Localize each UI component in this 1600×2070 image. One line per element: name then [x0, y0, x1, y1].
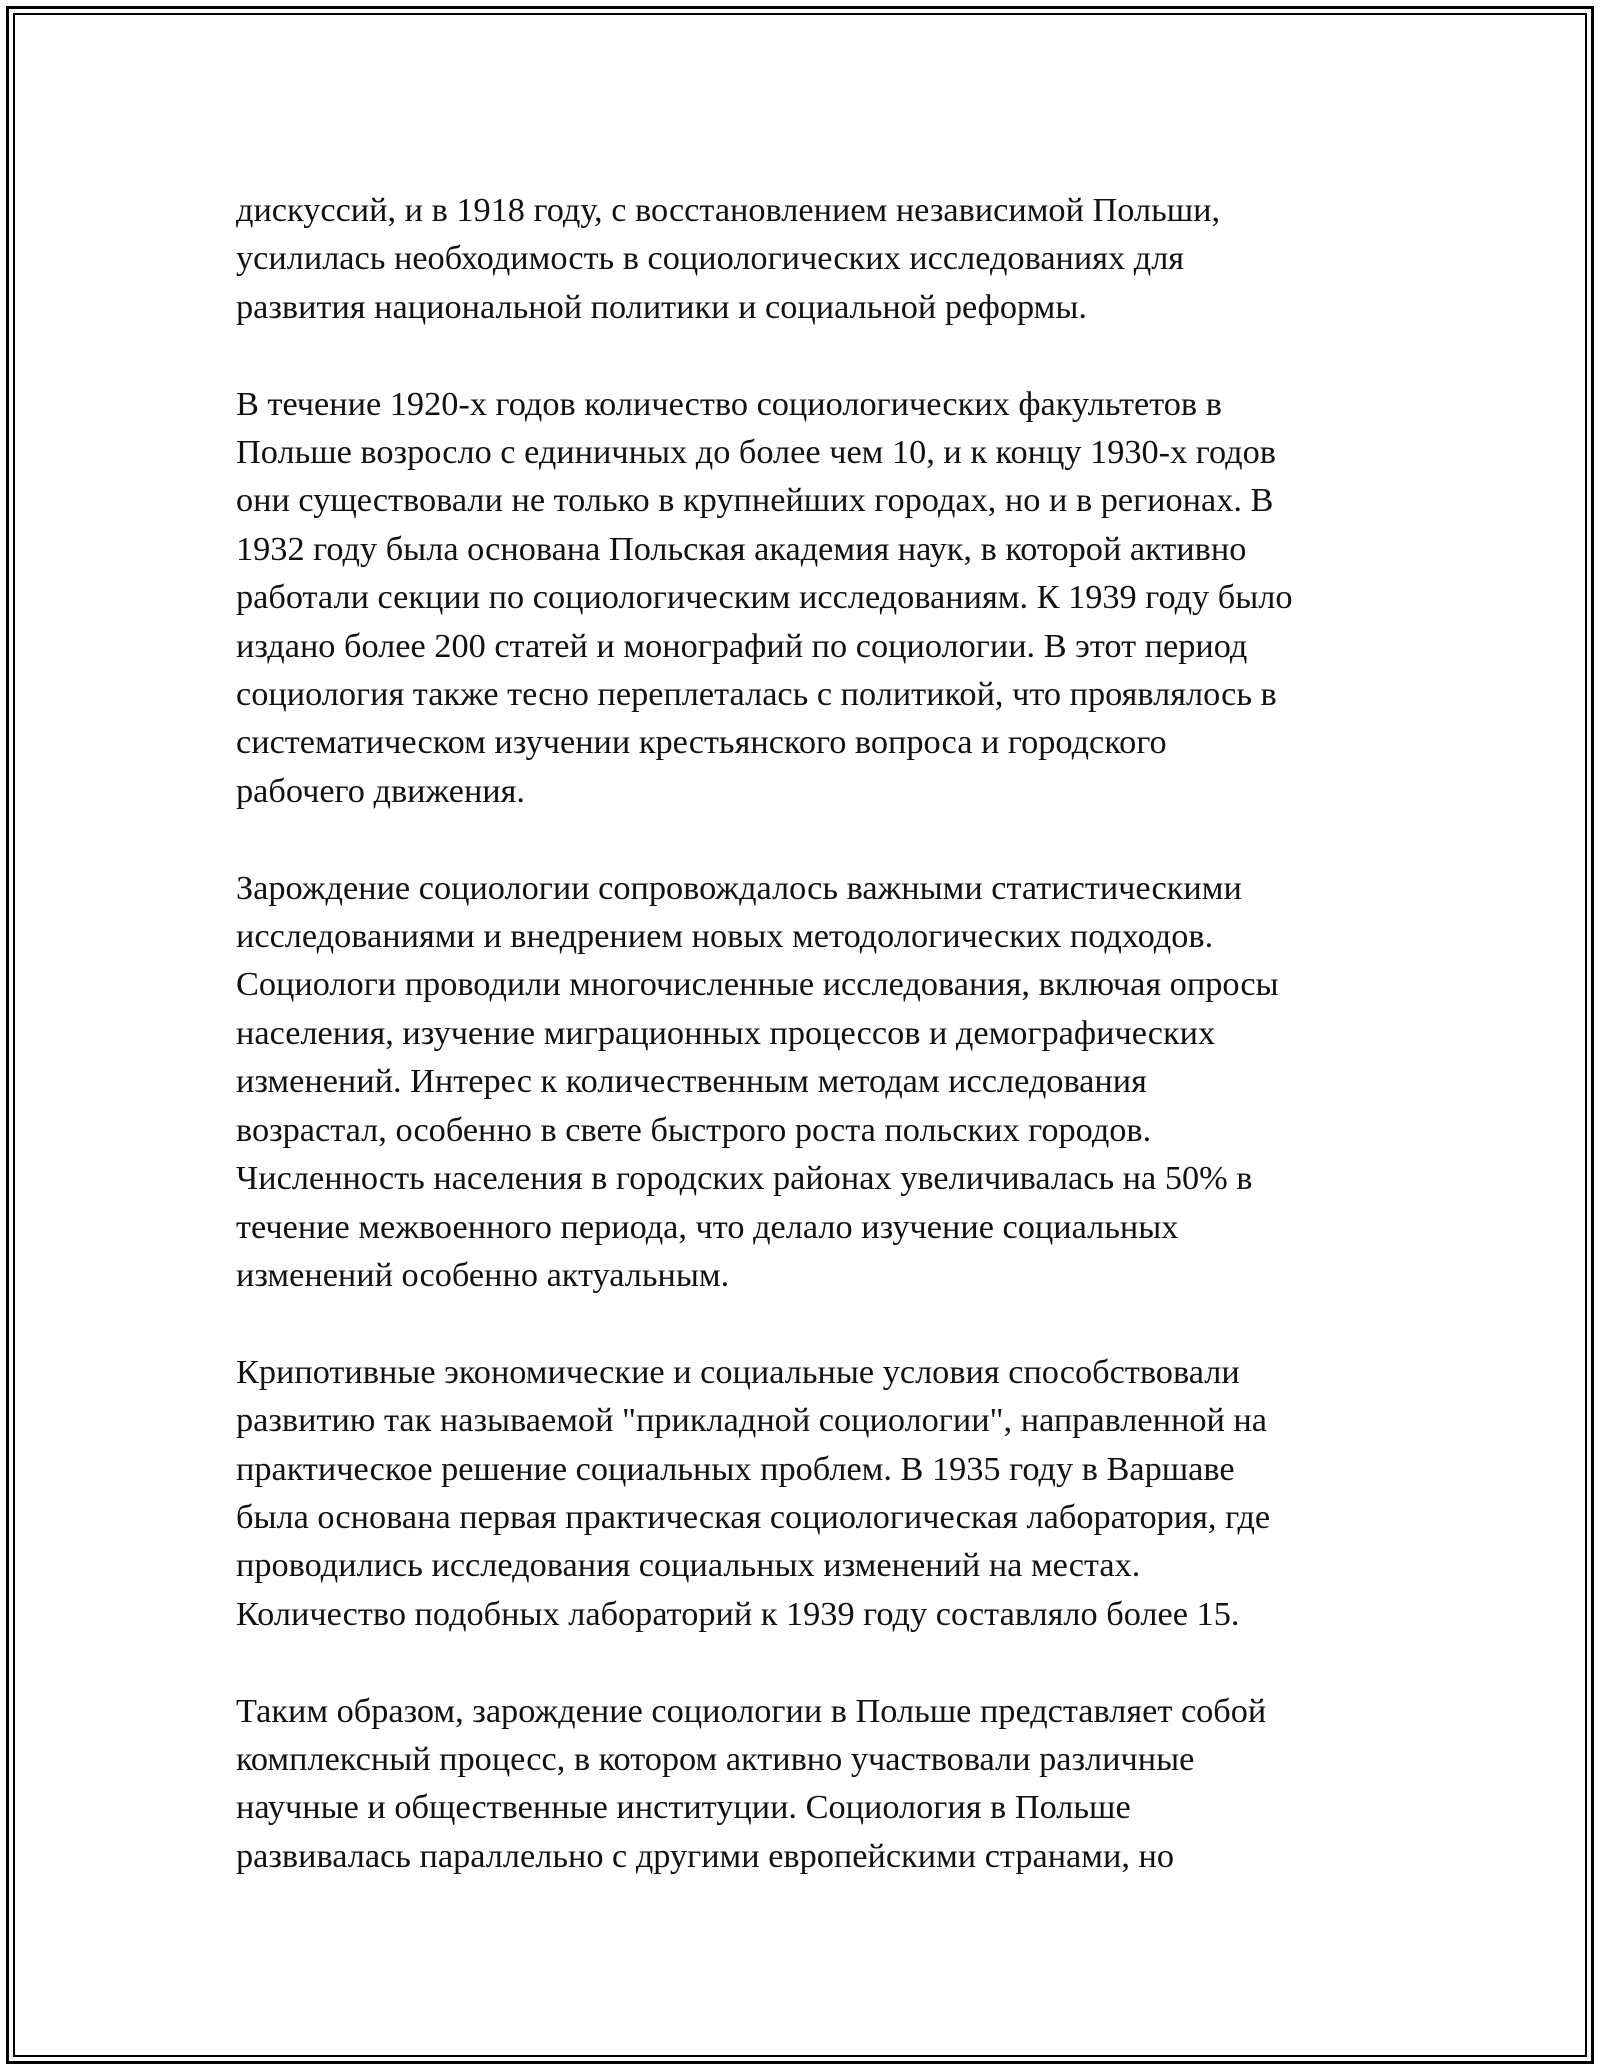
text-line: социология также тесно переплеталась с политикой, что проявлялось в — [236, 675, 1277, 714]
text-line: практическое решение социальных проблем. В 1935 году в Варшаве — [236, 1449, 1235, 1488]
text-line: 1932 году была основана Польская академия наук, в которой активно — [236, 529, 1247, 568]
text-line: работали секции по социологическим исследованиям. К 1939 году было — [236, 578, 1293, 617]
text-line: Количество подобных лабораторий к 1939 году составляло более 15. — [236, 1594, 1240, 1633]
document-body — [236, 186, 1416, 1929]
text-line: Польше возросло с единичных до более чем 10, и к концу 1930-х годов — [236, 433, 1276, 472]
text-line: усилилась необходимость в социологических исследованиях для — [236, 239, 1185, 278]
paragraph — [236, 1348, 1416, 1638]
text-line: они существовали не только в крупнейших городах, но и в регионах. В — [236, 481, 1274, 520]
text-line: рабочего движения. — [236, 771, 526, 810]
text-line: Социологи проводили многочисленные исследования, включая опросы — [236, 965, 1279, 1004]
text-line: изменений особенно актуальным. — [236, 1255, 730, 1294]
text-line: проводились исследования социальных изменений на местах. — [236, 1546, 1141, 1585]
text-line: развивалась параллельно с другими европейскими странами, но — [236, 1836, 1174, 1875]
text-line: изменений. Интерес к количественным методам исследования — [236, 1062, 1147, 1101]
text-line: исследованиями и внедрением новых методологических подходов. — [236, 917, 1214, 956]
text-line: развитию так называемой "прикладной социологии", направленной на — [236, 1401, 1267, 1440]
text-line: систематическом изучении крестьянского вопроса и городского — [236, 723, 1167, 762]
paragraph — [236, 186, 1416, 331]
text-line: В течение 1920-х годов количество социологических факультетов в — [236, 384, 1222, 423]
text-line: была основана первая практическая социологическая лаборатория, где — [236, 1497, 1271, 1536]
text-line: Численность населения в городских районах увеличивалась на 50% в — [236, 1159, 1253, 1198]
text-line: течение межвоенного периода, что делало изучение социальных — [236, 1207, 1179, 1246]
text-line: возрастал, особенно в свете быстрого роста польских городов. — [236, 1110, 1152, 1149]
text-line: Таким образом, зарождение социологии в Польше представляет собой — [236, 1691, 1267, 1730]
paragraph — [236, 864, 1416, 1300]
text-line: издано более 200 статей и монографий по социологии. В этот период — [236, 626, 1248, 665]
text-line: Зарождение социологии сопровождалось важными статистическими — [236, 868, 1242, 907]
text-line: населения, изучение миграционных процессов и демографических — [236, 1013, 1216, 1052]
text-line: научные и общественные институции. Социология в Польше — [236, 1788, 1131, 1827]
paragraph — [236, 380, 1416, 816]
paragraph — [236, 1687, 1416, 1881]
text-line: развития национальной политики и социальной реформы. — [236, 287, 1087, 326]
text-line: дискуссий, и в 1918 году, с восстановлением независимой Польши, — [236, 191, 1221, 229]
text-line: Крипотивные экономические и социальные условия способствовали — [236, 1352, 1240, 1391]
text-line: комплексный процесс, в котором активно участвовали различные — [236, 1739, 1195, 1778]
